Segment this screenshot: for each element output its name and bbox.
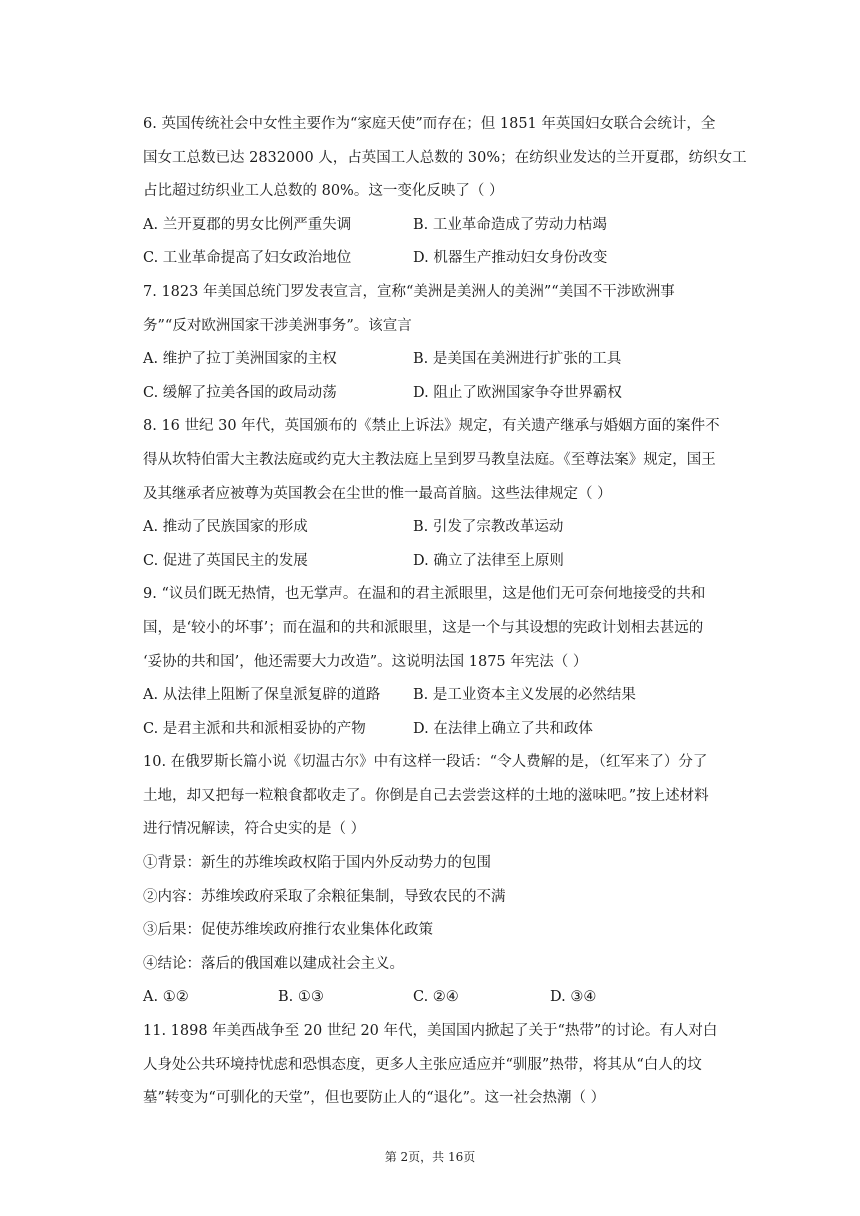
question-6-options-row-1 [143,209,783,243]
question-9-option-b: B. 是工业资本主义发展的必然结果 [413,687,636,704]
question-6-option-c: C. 工业革命提高了妇女政治地位 [143,250,352,267]
question-10-option-d: D. ③④ [550,989,597,1006]
question-9-options-row-1 [143,679,783,713]
question-10-statement-4: ④结论：落后的俄国难以建成社会主义。 [143,955,404,972]
question-7-line-2: 务”“反对欧洲国家干涉美洲事务”。该宣言 [143,317,412,334]
question-10-statement-3: ③后果：促使苏维埃政府推行农业集体化政策 [143,922,433,939]
question-6-option-b: B. 工业革命造成了劳动力枯竭 [413,216,607,233]
question-8-line-1: 8. 16 世纪 30 年代，英国颁布的《禁止上诉法》规定，有关遗产继承与婚姻方面的案件不 [143,418,720,435]
question-7-line-1: 7. 1823 年美国总统门罗发表宣言，宣称“美洲是美洲人的美洲”“美国不干涉欧洲事 [143,283,675,300]
question-10-option-c: C. ②④ [413,989,459,1006]
page-footer: 第 2页，共 16页 [384,1150,476,1164]
question-9-option-a: A. 从法律上阻断了保皇派复辟的道路 [143,687,381,704]
question-10-statement-1: ①背景：新生的苏维埃政权陷于国内外反动势力的包围 [143,855,491,872]
question-10-line-2: 土地，却又把每一粒粮食都收走了。你倒是自己去尝尝这样的土地的滋味吧。”按上述材料 [143,787,709,804]
question-7-option-c: C. 缓解了拉美各国的政局动荡 [143,384,337,401]
question-7-option-a: A. 维护了拉丁美洲国家的主权 [143,351,337,368]
question-11-line-1: 11. 1898 年美西战争至 20 世纪 20 年代，美国国内掀起了关于“热带”的讨论。有人对白 [143,1023,718,1040]
question-8-line-3: 及其继承者应被尊为英国教会在尘世的惟一最高首脑。这些法律规定（ ） [143,485,612,502]
question-9-line-2: 国，是‘较小的坏事’；而在温和的共和派眼里，这是一个与其设想的宪政计划相去甚远的 [143,619,704,636]
question-8-option-a: A. 推动了民族国家的形成 [143,519,308,536]
question-10-option-b: B. ①③ [278,989,324,1006]
question-6-options-row-2 [143,242,783,276]
question-9-options-row-2 [143,713,783,747]
question-10-options-row [143,981,783,1015]
question-7-option-b: B. 是美国在美洲进行扩张的工具 [413,351,622,368]
question-9-line-3: ‘妥协的共和国’，他还需要大力改造”。这说明法国 1875 年宪法（ ） [143,653,588,670]
question-9-option-d: D. 在法律上确立了共和政体 [413,720,593,737]
question-7-options-row-2 [143,377,783,411]
question-6-line-3: 占比超过纺织业工人总数的 80%。这一变化反映了（ ） [143,183,504,200]
question-8-options-row-2 [143,545,783,579]
question-8-option-b: B. 引发了宗教改革运动 [413,519,564,536]
question-6-option-d: D. 机器生产推动妇女身份改变 [413,250,608,267]
question-10-option-a: A. ①② [143,989,189,1006]
question-11-line-2: 人身处公共环境持忧虑和恐惧态度，更多人主张应适应并“驯服”热带，将其从“白人的坟 [143,1056,702,1073]
question-10-statement-2: ②内容：苏维埃政府采取了余粮征集制，导致农民的不满 [143,888,506,905]
question-9-option-c: C. 是君主派和共和派相妥协的产物 [143,720,366,737]
question-8-line-2: 得从坎特伯雷大主教法庭或约克大主教法庭上呈到罗马教皇法庭。《至尊法案》规定，国王 [143,451,716,468]
question-8-option-d: D. 确立了法律至上原则 [413,552,564,569]
question-6-line-1: 6. 英国传统社会中女性主要作为“家庭天使”而存在；但 1851 年英国妇女联合会统计，全 [143,116,716,132]
question-list [143,108,783,1116]
question-10-line-3: 进行情况解读，符合史实的是（ ） [143,821,366,838]
question-8-option-c: C. 促进了英国民主的发展 [143,552,308,569]
question-11-line-3: 墓”转变为“可驯化的天堂”，但也要防止人的“退化”。这一社会热潮（ ） [143,1090,606,1107]
question-10-line-1: 10. 在俄罗斯长篇小说《切温古尔》中有这样一段话：“令人费解的是，（红军来了）分了 [143,754,708,771]
question-7-option-d: D. 阻止了欧洲国家争夺世界霸权 [413,384,622,401]
question-7-options-row-1 [143,343,783,377]
question-6-line-2: 国女工总数已达 2832000 人，占英国工人总数的 30%；在纺织业发达的兰开夏郡，纺织女工 [143,149,747,166]
question-9-line-1: 9. “议员们既无热情，也无掌声。在温和的君主派眼里，这是他们无可奈何地接受的共和 [143,586,706,603]
question-6-option-a: A. 兰开夏郡的男女比例严重失调 [143,216,352,233]
question-8-options-row-1 [143,511,783,545]
